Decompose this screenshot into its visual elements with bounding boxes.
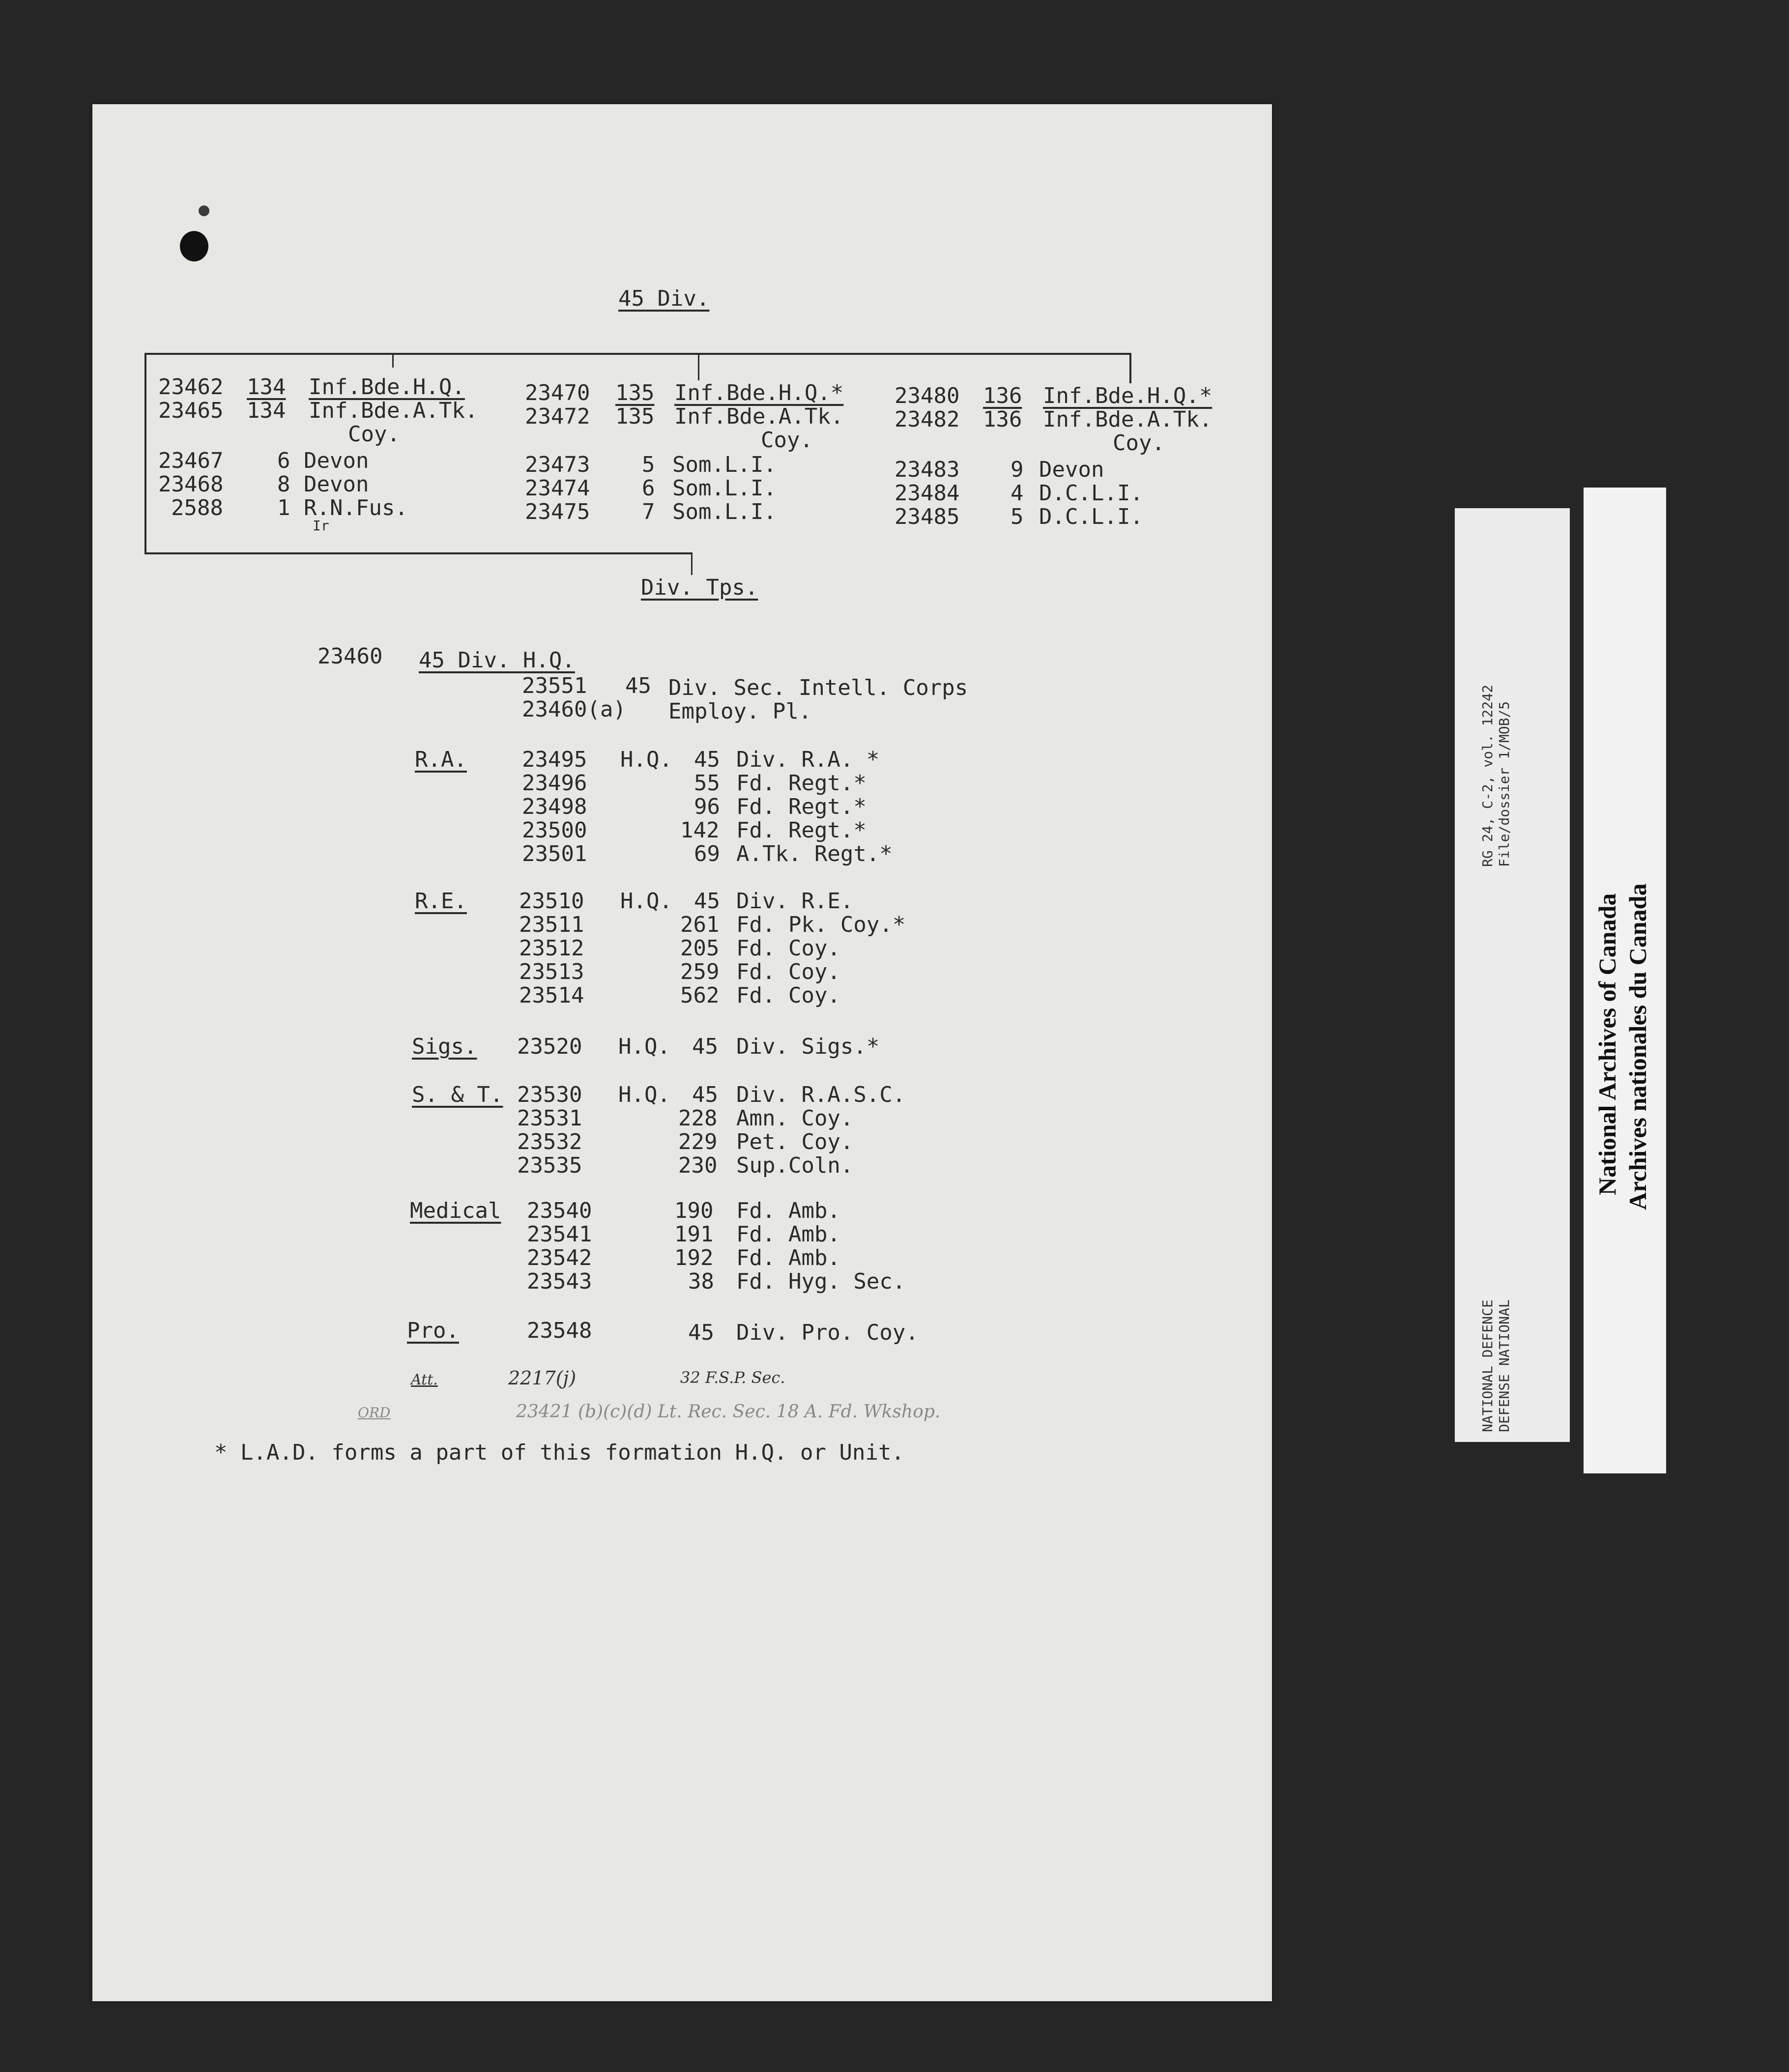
bracket-left-line bbox=[144, 353, 146, 553]
section-label-sigs: Sigs. bbox=[412, 1034, 477, 1059]
brigade-code: 23468 bbox=[158, 472, 224, 497]
brigade-code: 23483 bbox=[894, 457, 960, 482]
department-line-2: DEFENSE NATIONAL bbox=[1496, 1299, 1512, 1432]
section-unit: Div. R.A. * bbox=[736, 747, 880, 772]
section-label-re: R.E. bbox=[415, 889, 467, 914]
section-code: 23513 bbox=[519, 959, 584, 984]
brigade-num: 5 bbox=[1010, 504, 1024, 529]
hq-sub-unit: Employ. Pl. bbox=[668, 699, 812, 724]
section-code: 23496 bbox=[522, 771, 587, 796]
div-hq-code: 23460 bbox=[317, 644, 383, 669]
document-page bbox=[92, 104, 1272, 2001]
section-code: 23532 bbox=[517, 1129, 582, 1154]
section-num: 142 bbox=[680, 818, 720, 843]
brigade-code: 2588 bbox=[171, 495, 223, 520]
brigade-unit: Inf.Bde.H.Q.* bbox=[1043, 383, 1212, 408]
section-code: 23514 bbox=[519, 983, 584, 1008]
hq-sub-num: 45 bbox=[625, 673, 651, 698]
section-code: 23531 bbox=[517, 1106, 582, 1131]
section-label-st: S. & T. bbox=[412, 1082, 503, 1107]
footnote: * L.A.D. forms a part of this formation H.Q. or Unit. bbox=[214, 1440, 904, 1465]
section-code: 23540 bbox=[527, 1198, 592, 1223]
section-unit: Fd. Hyg. Sec. bbox=[736, 1269, 906, 1294]
brigade-unit: Devon bbox=[304, 448, 369, 473]
brigade-code: 23480 bbox=[894, 383, 960, 408]
page-title: 45 Div. bbox=[618, 286, 710, 311]
section-unit: Fd. Regt.* bbox=[736, 794, 866, 819]
hq-sub-code: 23460(a) bbox=[522, 697, 626, 722]
bracket-bottom-line bbox=[144, 552, 692, 554]
brigade-correction: Ir bbox=[313, 518, 329, 534]
section-num: 45 bbox=[688, 1320, 714, 1345]
hq-sub-code: 23551 bbox=[522, 673, 587, 698]
handwritten-ord-line: 23421 (b)(c)(d) Lt. Rec. Sec. 18 A. Fd. Wkshop. bbox=[516, 1402, 941, 1422]
section-code: 23495 bbox=[522, 747, 587, 772]
brigade-code: 23474 bbox=[525, 476, 590, 501]
section-unit: Fd. Regt.* bbox=[736, 771, 866, 796]
section-num: 562 bbox=[680, 983, 720, 1008]
section-code: 23548 bbox=[527, 1318, 592, 1343]
section-hq: H.Q. bbox=[620, 889, 672, 914]
brigade-unit: Som.L.I. bbox=[672, 476, 777, 501]
brigade-unit: Inf.Bde.A.Tk. bbox=[1043, 407, 1212, 432]
handwritten-att-unit: 32 F.S.P. Sec. bbox=[680, 1368, 785, 1387]
archive-reference-strip bbox=[1455, 508, 1570, 1442]
brigade-code: 23467 bbox=[158, 448, 224, 473]
brigade-num: 4 bbox=[1010, 481, 1024, 506]
section-code: 23520 bbox=[517, 1034, 582, 1059]
brigade-unit: R.N.Fus. bbox=[304, 495, 408, 520]
section-num: 230 bbox=[678, 1153, 718, 1178]
brigade-num: 6 bbox=[642, 476, 655, 501]
div-hq-name: 45 Div. H.Q. bbox=[419, 648, 575, 673]
section-unit: Div. R.E. bbox=[736, 889, 854, 914]
handwritten-att-code: 2217(j) bbox=[508, 1367, 577, 1389]
brigade-num: 134 bbox=[247, 374, 286, 400]
brigade-unit: Devon bbox=[1039, 457, 1104, 482]
brigade-unit-cont: Coy. bbox=[348, 422, 400, 447]
brigade-unit: Inf.Bde.A.Tk. bbox=[309, 398, 478, 423]
bracket-tick bbox=[392, 353, 394, 368]
section-num: 261 bbox=[680, 912, 720, 937]
handwritten-att-label: Att. bbox=[411, 1371, 438, 1388]
brigade-code: 23485 bbox=[894, 504, 960, 529]
section-hq: H.Q. bbox=[620, 747, 672, 772]
section-num: 45 bbox=[692, 1082, 718, 1107]
section-num: 96 bbox=[694, 794, 720, 819]
brigade-code: 23484 bbox=[894, 481, 960, 506]
brigade-unit: Inf.Bde.H.Q. bbox=[309, 374, 465, 400]
section-unit: Fd. Regt.* bbox=[736, 818, 866, 843]
archive-name-en: National Archives of Canada bbox=[1593, 893, 1621, 1195]
handwritten-ord-label: ORD bbox=[358, 1405, 391, 1421]
section-unit: Fd. Amb. bbox=[736, 1245, 840, 1270]
brigade-num: 6 bbox=[277, 448, 290, 473]
brigade-num: 134 bbox=[247, 398, 286, 423]
section-num: 45 bbox=[694, 747, 720, 772]
bracket-top-line bbox=[144, 353, 1131, 355]
brigade-code: 23472 bbox=[525, 404, 590, 429]
section-hq: H.Q. bbox=[618, 1082, 670, 1107]
section-num: 55 bbox=[694, 771, 720, 796]
brigade-code: 23462 bbox=[158, 374, 224, 400]
section-label-medical: Medical bbox=[410, 1198, 501, 1223]
brigade-unit: D.C.L.I. bbox=[1039, 504, 1143, 529]
brigade-num: 135 bbox=[615, 404, 655, 429]
section-code: 23512 bbox=[519, 936, 584, 961]
brigade-unit: Devon bbox=[304, 472, 369, 497]
archive-ref-line-2: File/dossier 1/MOB/5 bbox=[1496, 701, 1512, 867]
brigade-unit: Inf.Bde.A.Tk. bbox=[674, 404, 844, 429]
department-line-1: NATIONAL DEFENCE bbox=[1479, 1299, 1496, 1432]
section-unit: Fd. Coy. bbox=[736, 959, 840, 984]
brigade-unit-cont: Coy. bbox=[761, 428, 813, 453]
brigade-num: 9 bbox=[1010, 457, 1024, 482]
national-archives-strip bbox=[1584, 488, 1666, 1473]
section-num: 45 bbox=[692, 1034, 718, 1059]
section-code: 23530 bbox=[517, 1082, 582, 1107]
brigade-code: 23475 bbox=[525, 499, 590, 524]
punch-hole-small bbox=[199, 205, 209, 216]
section-unit: Fd. Amb. bbox=[736, 1198, 840, 1223]
bracket-tick bbox=[698, 353, 699, 380]
section-label-pro: Pro. bbox=[407, 1318, 459, 1343]
section-num: 228 bbox=[678, 1106, 718, 1131]
section-num: 190 bbox=[674, 1198, 714, 1223]
punch-hole bbox=[180, 231, 208, 261]
bracket-tick bbox=[691, 552, 693, 575]
section-num: 259 bbox=[680, 959, 720, 984]
section-num: 69 bbox=[694, 841, 720, 866]
section-unit: Div. Pro. Coy. bbox=[736, 1320, 919, 1345]
brigade-num: 8 bbox=[277, 472, 290, 497]
brigade-unit: Inf.Bde.H.Q.* bbox=[674, 380, 844, 405]
section-num: 191 bbox=[674, 1222, 714, 1247]
div-tps-heading: Div. Tps. bbox=[641, 575, 758, 600]
section-unit: Div. R.A.S.C. bbox=[736, 1082, 906, 1107]
section-num: 38 bbox=[688, 1269, 714, 1294]
archive-name-fr: Archives nationales du Canada bbox=[1624, 883, 1651, 1210]
section-label-ra: R.A. bbox=[415, 747, 467, 772]
section-num: 192 bbox=[674, 1245, 714, 1270]
bracket-tick bbox=[1129, 353, 1131, 383]
brigade-code: 23470 bbox=[525, 380, 590, 405]
hq-sub-unit: Div. Sec. Intell. Corps bbox=[668, 675, 968, 700]
section-code: 23541 bbox=[527, 1222, 592, 1247]
brigade-unit: D.C.L.I. bbox=[1039, 481, 1143, 506]
section-unit: Fd. Coy. bbox=[736, 936, 840, 961]
section-num: 205 bbox=[680, 936, 720, 961]
brigade-num: 136 bbox=[983, 383, 1022, 408]
brigade-code: 23473 bbox=[525, 452, 590, 477]
section-unit: Sup.Coln. bbox=[736, 1153, 854, 1178]
brigade-num: 5 bbox=[642, 452, 655, 477]
section-unit: Fd. Coy. bbox=[736, 983, 840, 1008]
brigade-num: 135 bbox=[615, 380, 655, 405]
section-unit: Fd. Amb. bbox=[736, 1222, 840, 1247]
archive-ref-line-1: RG 24, C-2, vol. 12242 bbox=[1479, 685, 1496, 867]
section-code: 23501 bbox=[522, 841, 587, 866]
brigade-code: 23465 bbox=[158, 398, 224, 423]
brigade-num: 1 bbox=[277, 495, 290, 520]
brigade-unit: Som.L.I. bbox=[672, 499, 777, 524]
section-unit: Fd. Pk. Coy.* bbox=[736, 912, 906, 937]
section-num: 229 bbox=[678, 1129, 718, 1154]
brigade-unit-cont: Coy. bbox=[1113, 431, 1165, 456]
section-unit: Amn. Coy. bbox=[736, 1106, 854, 1131]
section-unit: Pet. Coy. bbox=[736, 1129, 854, 1154]
brigade-num: 7 bbox=[642, 499, 655, 524]
section-unit: A.Tk. Regt.* bbox=[736, 841, 893, 866]
section-code: 23543 bbox=[527, 1269, 592, 1294]
brigade-unit: Som.L.I. bbox=[672, 452, 777, 477]
section-code: 23498 bbox=[522, 794, 587, 819]
section-num: 45 bbox=[694, 889, 720, 914]
brigade-code: 23482 bbox=[894, 407, 960, 432]
section-code: 23542 bbox=[527, 1245, 592, 1270]
section-code: 23511 bbox=[519, 912, 584, 937]
section-code: 23510 bbox=[519, 889, 584, 914]
brigade-num: 136 bbox=[983, 407, 1022, 432]
section-unit: Div. Sigs.* bbox=[736, 1034, 880, 1059]
section-code: 23500 bbox=[522, 818, 587, 843]
section-hq: H.Q. bbox=[618, 1034, 670, 1059]
section-code: 23535 bbox=[517, 1153, 582, 1178]
